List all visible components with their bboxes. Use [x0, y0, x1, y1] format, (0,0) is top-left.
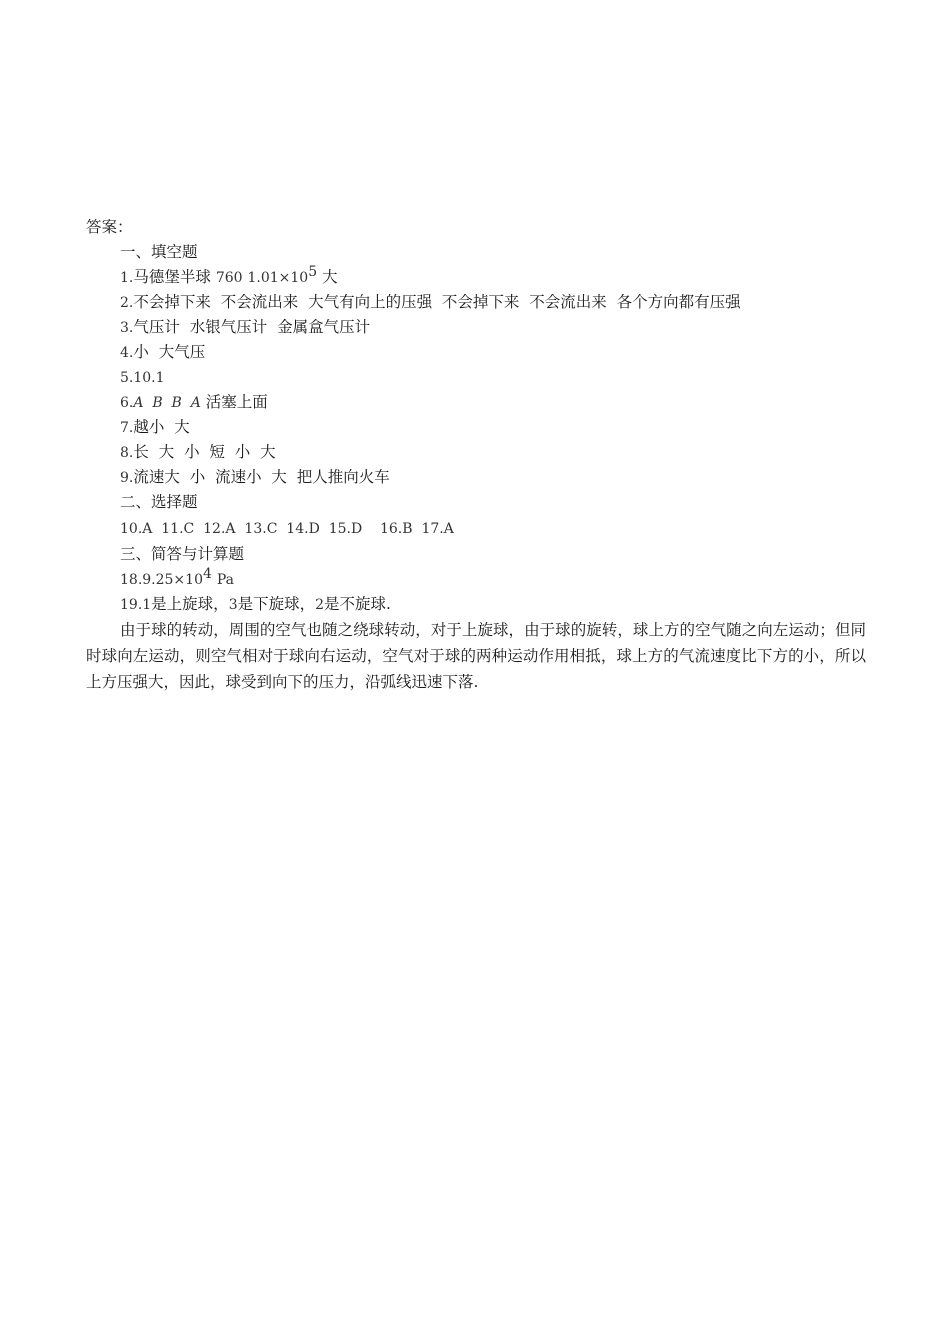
- answer-q5: [86, 365, 866, 390]
- q6-number: 6.: [120, 395, 134, 411]
- q9-number: 9.: [120, 470, 134, 486]
- q6-text: 活塞上面: [205, 393, 268, 411]
- q7-number: 7.: [120, 420, 134, 436]
- explanation-paragraph: 由于球的转动，周围的空气也随之绕球转动，对于上旋球，由于球的旋转，球上方的空气随之向左运动；但同时球向左运动，则空气相对于球向右运动，空气对于球的两种运动作用相抵，球上方的气流速度比下方的小，所以上方压强大，因此，球受到向下的压力，沿弧线迅速下落.: [86, 621, 866, 691]
- q3-number: 3.: [120, 320, 134, 336]
- answer-title: 答案：: [86, 218, 133, 236]
- q18-unit: Pa: [216, 572, 234, 588]
- q8-number: 8.: [120, 445, 134, 461]
- answer-q6: [86, 390, 866, 415]
- q18-exponent: 4: [202, 566, 212, 582]
- section-fill-heading: 一、填空题: [120, 243, 198, 261]
- q3-text: 气压计 水银气压计 金属盒气压计: [133, 318, 371, 336]
- answer-q9: [86, 465, 866, 490]
- q19-num2: 3: [228, 597, 238, 613]
- q1-value2: 1.01×10: [247, 270, 309, 286]
- answer-q2: [86, 290, 866, 315]
- q19-number: 19.1: [120, 597, 152, 613]
- q19-text1: 是上旋球，: [151, 595, 229, 613]
- q4-text: 小 大气压: [133, 343, 206, 361]
- answer-q3: [86, 315, 866, 340]
- answer-q19: [86, 592, 866, 617]
- q4-number: 4.: [120, 345, 134, 361]
- answer-q4: [86, 340, 866, 365]
- q6-letters: A B B A: [133, 395, 201, 411]
- answer-q8: [86, 440, 866, 465]
- answer-document: [86, 215, 866, 695]
- q2-number: 2.: [120, 295, 134, 311]
- section-choice-heading: 二、选择题: [120, 493, 198, 511]
- q19-text2: 是下旋球，: [237, 595, 316, 613]
- section-calc-heading: 三、简答与计算题: [120, 545, 245, 563]
- choice-answers: 10.A 11.C 12.A 13.C 14.D 15.D 16.B 17.A: [120, 521, 454, 537]
- q8-text: 长 大 小 短 小 大: [133, 443, 276, 461]
- q1-exponent: 5: [308, 264, 318, 280]
- answer-q7: [86, 415, 866, 440]
- q19-text3: 是不旋球.: [324, 595, 391, 613]
- q2-text: 不会掉下来 不会流出来 大气有向上的压强 不会掉下来 不会流出来 各个方向都有压强: [133, 293, 741, 311]
- q7-text: 越小 大: [133, 418, 190, 436]
- q1-value1: 760: [215, 270, 243, 286]
- answer-q1: [86, 265, 866, 290]
- answer-q18: [86, 567, 866, 592]
- q1-text2: 大: [322, 268, 338, 286]
- q5-number: 5.10.1: [120, 370, 165, 386]
- q1-text1: 马德堡半球: [133, 268, 211, 286]
- q9-text: 流速大 小 流速小 大 把人推向火车: [133, 468, 390, 486]
- q18-number: 18.9.25×10: [120, 572, 203, 588]
- q19-num3: 2: [315, 597, 325, 613]
- q1-number: 1.: [120, 270, 134, 286]
